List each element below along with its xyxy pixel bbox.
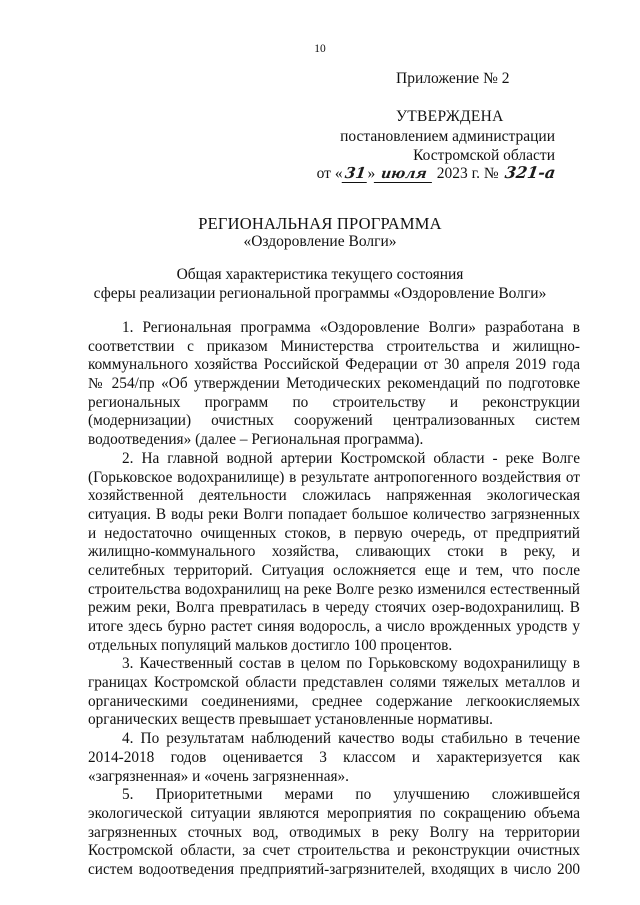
date-prefix: от « — [316, 165, 343, 182]
body-line: 5. Приоритетными мерами по улучшению сложившейся — [122, 786, 580, 804]
body-line: региональных программ по строительству и реконструкции — [88, 393, 580, 411]
decree-line-2: Костромской области — [413, 147, 555, 164]
handwritten-day: 31 — [341, 164, 369, 183]
program-title: РЕГИОНАЛЬНАЯ ПРОГРАММА — [198, 214, 442, 233]
decree-line-1: постановлением администрации — [340, 128, 555, 145]
body-line: 2014-2018 годов оценивается 3 классом и характеризуется как — [88, 748, 580, 766]
body-line: систем водоотведения предприятий-загрязнителей, входящих в число 200 — [88, 860, 580, 878]
body-line: органическими соединениями, среднее содержание легкоокисляемых — [88, 692, 580, 710]
page-number: 10 — [314, 43, 326, 55]
body-line: режим реки, Волга превратилась в череду стоячих озер-водохранилищ. В — [88, 599, 580, 617]
body-line: экологической ситуации являются мероприятия по сокращению объема — [88, 804, 580, 822]
date-mid: » — [367, 165, 376, 182]
body-line: (модернизации) очистных сооружений централизованных систем — [88, 412, 580, 430]
body-line: отдельных популяций мальков достигло 100 процентов. — [88, 636, 453, 654]
body-line: строительства водохранилищ на реке Волге резко изменился естественный — [88, 580, 580, 598]
body-line: селитебных территорий. Ситуация осложняется еще и тем, что после — [88, 561, 580, 579]
body-line: водоотведения» (далее – Региональная программа). — [88, 431, 424, 449]
body-line: коммунального хозяйства Российской Федерации от 30 апреля 2019 года — [88, 356, 580, 374]
section-title-line-2: сферы реализации региональной программы «Оздоровление Волги» — [93, 285, 547, 302]
body-line: (Горьковское водохранилище) в результате антропогенного воздействия от — [88, 468, 580, 486]
body-line: 2. На главной водной артерии Костромской области - реке Волге — [122, 449, 580, 467]
body-line: 4. По результатам наблюдений качество воды стабильно в течение — [122, 730, 580, 748]
body-line: 1. Региональная программа «Оздоровление Волги» разработана в — [122, 319, 580, 336]
body-line: соответствии с приказом Министерства строительства и жилищно- — [88, 337, 580, 355]
body-line: загрязненных сточных вод, отводимых в реку Волгу на территории — [88, 823, 580, 841]
date-year: 2023 г. № — [432, 165, 503, 182]
body-line: № 254/пр «Об утверждении Методических рекомендаций по подготовке — [88, 375, 580, 393]
body-line: границах Костромской области представлен солями тяжелых металлов и — [88, 674, 580, 692]
handwritten-month: июля — [374, 166, 434, 183]
program-name: «Оздоровление Волги» — [243, 233, 397, 250]
body-line: «загрязненная» и «очень загрязненная». — [88, 767, 349, 785]
body-text — [88, 319, 580, 880]
body-line: органических веществ превышает установленные нормативы. — [88, 711, 493, 729]
decree-date-line — [317, 163, 555, 183]
approved-label: УТВЕРЖДЕНА — [396, 108, 504, 125]
section-title-line-1: Общая характеристика текущего состояния — [176, 266, 464, 283]
body-line: хозяйственной деятельности сложилась напряженная экологическая — [88, 487, 580, 505]
body-line: жилищно-коммунального хозяйства, сливающих стоки в реку, и — [88, 543, 580, 561]
body-line: итоге здесь бурно растет синяя водоросль, а число врожденных уродств у — [88, 618, 580, 635]
handwritten-decree-number: 321-а — [503, 163, 557, 182]
body-line: ситуация. В воды реки Волги попадает большое количество загрязненных — [88, 505, 580, 523]
body-line: Костромской области, за счет строительства и реконструкции очистных — [88, 842, 580, 860]
body-line: 3. Качественный состав в целом по Горьковскому водохранилищу в — [122, 655, 580, 673]
appendix-label: Приложение № 2 — [396, 70, 510, 87]
body-line: и недостаточно очищенных стоков, в первую очередь, от предприятий — [88, 524, 580, 542]
